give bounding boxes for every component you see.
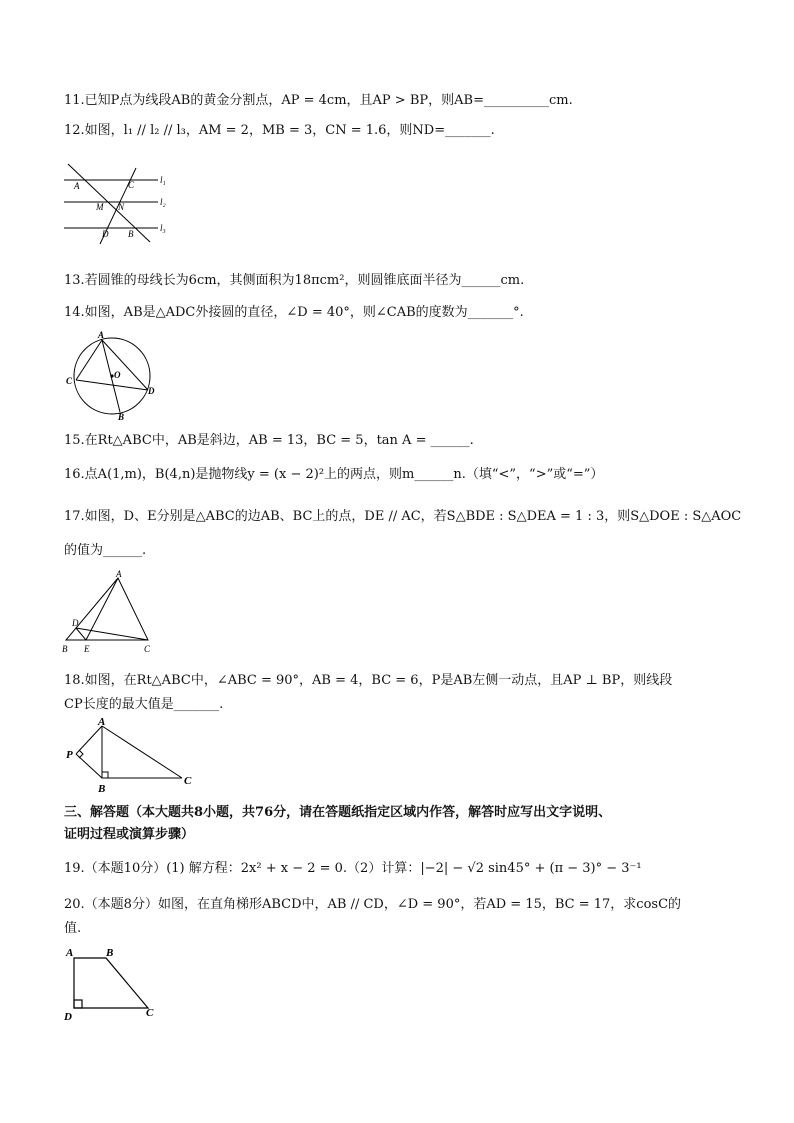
label-C: C xyxy=(128,180,135,190)
section-3-header-line1: 三、解答题（本大题共8小题，共76分，请在答题纸指定区域内作答，解答时应写出文字说明、 xyxy=(64,805,612,820)
figure-parallel-lines xyxy=(62,160,182,246)
question-20-line2: 值. xyxy=(64,921,82,936)
question-20-line1: 20.（本题8分）如图，在直角梯形ABCD中，AB // CD，∠D = 90°，若AD = 15，BC = 17，求cosC的 xyxy=(64,897,682,912)
label-C: C xyxy=(66,376,73,386)
question-17-line2: 的值为______. xyxy=(64,543,147,558)
label-l3: l₃ xyxy=(160,223,166,233)
label-B: B xyxy=(98,783,106,794)
question-18-line1: 18.如图，在Rt△ABC中，∠ABC = 90°，AB = 4，BC = 6，P是AB左侧一动点，且AP ⊥ BP，则线段 xyxy=(64,673,673,688)
question-11: 11.已知P点为线段AB的黄金分割点，AP = 4cm，且AP > BP，则AB=__________cm. xyxy=(64,93,573,108)
label-D: D xyxy=(102,229,109,239)
section-3-header-line2: 证明过程或演算步骤） xyxy=(64,827,195,842)
question-13: 13.若圆锥的母线长为6cm，其侧面积为18πcm²，则圆锥底面半径为______cm. xyxy=(64,273,525,288)
label-A: A xyxy=(98,716,106,728)
label-D: D xyxy=(72,618,79,628)
figure-right-triangle xyxy=(62,716,202,794)
label-A: A xyxy=(116,569,122,579)
question-18-line2: CP长度的最大值是_______. xyxy=(64,697,224,712)
label-l1: l₁ xyxy=(160,175,166,185)
label-M: M xyxy=(96,202,104,212)
label-O: O xyxy=(114,370,121,380)
label-P: P xyxy=(66,749,73,761)
label-A: A xyxy=(98,330,105,340)
question-12: 12.如图，l₁ // l₂ // l₃，AM = 2，MB = 3，CN = 1.6，则ND=_______. xyxy=(64,123,495,138)
label-C: C xyxy=(184,775,192,787)
question-16: 16.点A(1,m)，B(4,n)是抛物线y = (x − 2)²上的两点，则m______n.（填“<”，“>”或“=”） xyxy=(64,467,604,482)
label-B: B xyxy=(106,947,114,959)
question-17-line1: 17.如图，D、E分别是△ABC的边AB、BC上的点，DE // AC，若S△BDE : S△DEA = 1 : 3，则S△DOE : S△AOC xyxy=(64,509,742,524)
label-D: D xyxy=(148,386,155,396)
label-N: N xyxy=(118,202,125,212)
label-l2: l₂ xyxy=(160,197,166,207)
label-C: C xyxy=(144,644,151,654)
label-B: B xyxy=(62,644,68,654)
question-15: 15.在Rt△ABC中，AB是斜边，AB = 13，BC = 5，tan A = ______. xyxy=(64,433,474,448)
figure-circle xyxy=(62,330,162,420)
label-D: D xyxy=(64,1011,72,1022)
figure-triangle-de xyxy=(62,568,162,654)
figure-trapezoid xyxy=(62,944,162,1022)
label-E: E xyxy=(84,644,90,654)
label-A: A xyxy=(74,181,80,191)
question-14: 14.如图，AB是△ADC外接圆的直径，∠D = 40°，则∠CAB的度数为_______°. xyxy=(64,305,524,320)
label-C: C xyxy=(146,1007,154,1019)
label-B: B xyxy=(128,229,134,239)
label-A: A xyxy=(66,947,74,959)
question-19: 19.（本题10分）(1) 解方程：2x² + x − 2 = 0.（2）计算：|−2| − √2 sin45° + (π − 3)° − 3⁻¹ xyxy=(64,861,642,876)
label-B: B xyxy=(118,412,125,420)
